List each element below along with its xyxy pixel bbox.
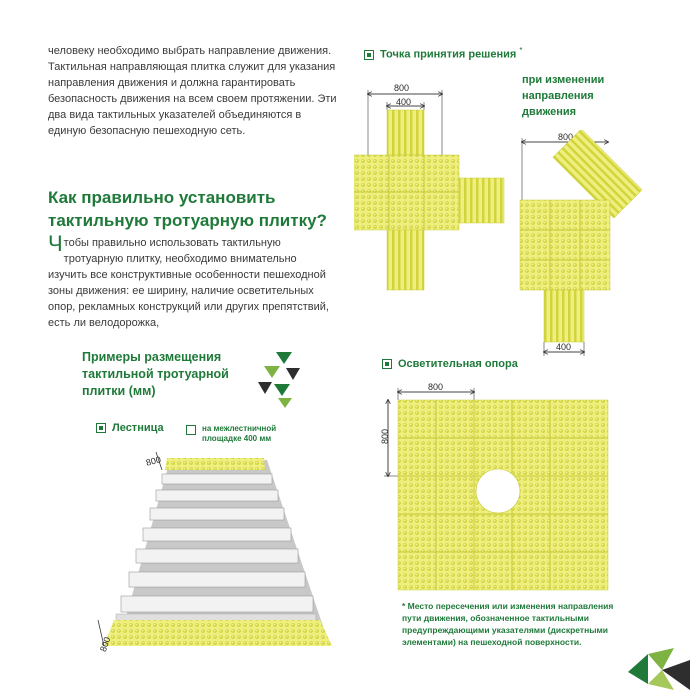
dp-dim-800: 800: [394, 83, 410, 93]
pole-hole: [476, 469, 520, 513]
checkbox-filled-icon: [96, 423, 106, 433]
section-heading: [48, 186, 348, 232]
footnote: * Место пересечения или изменения направления пути движения, обозначенное тактильными предупреждающими указателями (дискретными элементами) на пешеходной поверхности.: [402, 601, 614, 647]
direction-change-diagram: [512, 130, 652, 360]
stairs-label: [96, 422, 164, 434]
checkbox-filled-icon: [364, 50, 374, 60]
decision-point-label: [364, 46, 522, 61]
decision-point-label-text: Точка принятия решения: [380, 48, 517, 61]
warning-tiles-b: [520, 200, 610, 290]
body-paragraph: [48, 231, 338, 331]
guide-tiles-bottom: [387, 230, 424, 290]
triangle-logo-icon: [256, 352, 302, 408]
light-pole-diagram: [378, 380, 618, 595]
examples-heading: Примеры размещения тактильной тротуарной плитки (мм): [82, 350, 229, 398]
checkbox-empty-icon: [186, 425, 196, 435]
checkbox-filled-icon: [382, 359, 392, 369]
dropcap: Ч: [48, 231, 63, 256]
stairs-dim-top: 800: [144, 454, 162, 468]
dp-dim-400: 400: [396, 97, 412, 107]
body-text: тобы правильно использовать тактильную тротуарную плитку, необходимо внимательно изучить все конструктивные особенности пешеходной зоны движения: ее ширину, наличие осветительных опор, рекламных конструкций или других препятствий, есть ли велодорожка,: [48, 237, 329, 329]
light-pole-label: [382, 358, 518, 370]
stairs-sublabel-text: на межлестничной площадке 400 мм: [202, 424, 277, 443]
guide-tiles-top: [387, 110, 424, 155]
stairs-label-text: Лестница: [112, 422, 164, 434]
asterisk: *: [519, 46, 523, 55]
dc-dim-400: 400: [556, 342, 572, 352]
light-pole-label-text: Осветительная опора: [398, 358, 518, 370]
stairs-sublabel: [186, 424, 296, 444]
top-landing-tiles: [165, 458, 265, 470]
lp-dim-width: 800: [428, 382, 444, 392]
decision-point-diagram: [354, 80, 514, 300]
section-heading-line2: тактильную тротуарную плитку?: [48, 211, 327, 230]
direction-change-label: при изменении направления движения: [522, 74, 605, 118]
dc-dim-800: 800: [558, 132, 574, 142]
intro-paragraph: человеку необходимо выбрать направление движения. Тактильная направляющая плитка служит для указания направления движения и должна гарантировать безопасность движения на всем своем протяжении. Эти два вида тактильных указателей объединяются в единую безопасную пешеходную сеть.: [48, 45, 337, 137]
section-heading-line1: Как правильно установить: [48, 188, 276, 207]
guide-tiles-right: [459, 178, 504, 223]
stairs-diagram: [92, 448, 342, 658]
guide-tiles-bottom-b: [544, 290, 584, 342]
lp-dim-height: 800: [380, 428, 390, 444]
stairs-dim-bottom: 800: [97, 635, 113, 654]
corner-logo-icon: [618, 644, 690, 690]
bottom-landing-tiles: [104, 620, 332, 646]
